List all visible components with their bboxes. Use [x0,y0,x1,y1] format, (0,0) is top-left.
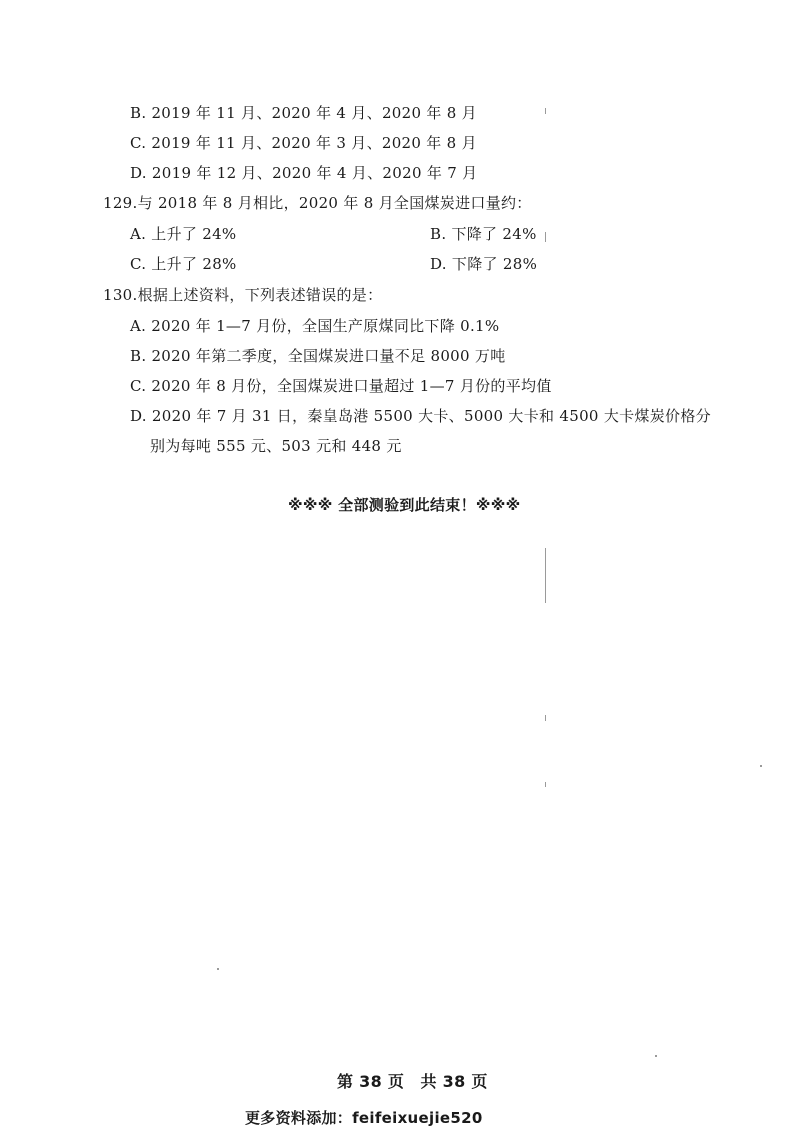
scan-mark [545,108,546,114]
scan-mark [545,715,546,721]
question-129-stem: 129.与 2018 年 8 月相比，2020 年 8 月全国煤炭进口量约： [103,194,532,212]
q130-option-d-line2: 别为每吨 555 元、503 元和 448 元 [150,437,402,455]
q130-option-b: B. 2020 年第二季度，全国煤炭进口量不足 8000 万吨 [130,347,506,365]
scan-mark [760,765,762,767]
option-b-prev: B. 2019 年 11 月、2020 年 4 月、2020 年 8 月 [130,104,477,122]
scan-mark [655,1055,657,1057]
page-number: 第 38 页 共 38 页 [337,1072,488,1091]
option-d-prev: D. 2019 年 12 月、2020 年 4 月、2020 年 7 月 [130,164,478,182]
option-c-prev: C. 2019 年 11 月、2020 年 3 月、2020 年 8 月 [130,134,477,152]
scan-mark [545,232,546,242]
scan-mark [545,548,546,603]
q130-option-c: C. 2020 年 8 月份，全国煤炭进口量超过 1—7 月份的平均值 [130,377,552,395]
q130-option-d-line1: D. 2020 年 7 月 31 日，秦皇岛港 5500 大卡、5000 大卡和 4500 大卡煤炭价格分 [130,407,711,425]
scan-mark [545,782,546,787]
q129-option-b: B. 下降了 24% [430,225,537,243]
scan-mark [217,968,219,970]
watermark-text: 更多资料添加：feifeixuejie520 [245,1109,483,1127]
q129-option-a: A. 上升了 24% [130,225,237,243]
question-130-stem: 130.根据上述资料，下列表述错误的是： [103,286,383,304]
end-marker: ※※※ 全部测验到此结束！※※※ [288,496,521,514]
q129-option-d: D. 下降了 28% [430,255,538,273]
q129-option-c: C. 上升了 28% [130,255,237,273]
q130-option-a: A. 2020 年 1—7 月份，全国生产原煤同比下降 0.1% [130,317,500,335]
